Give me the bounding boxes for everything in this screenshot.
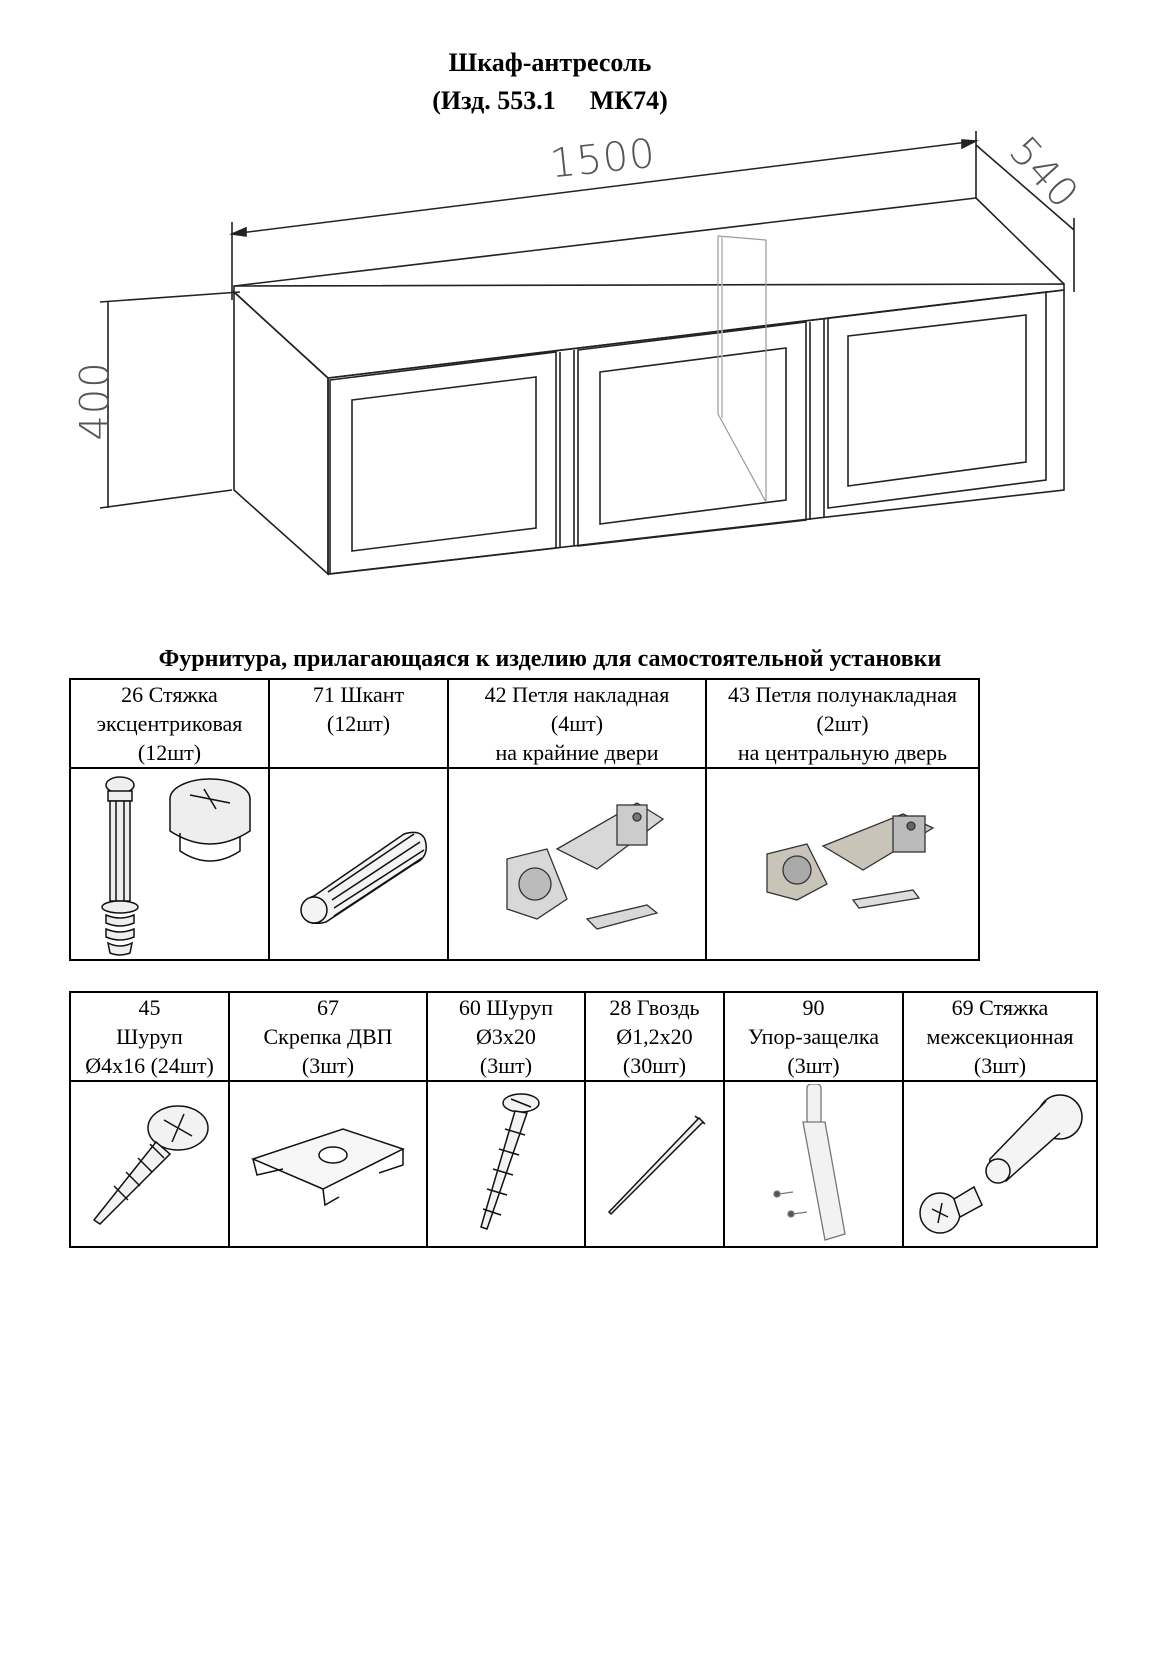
item-label: 67 — [317, 995, 339, 1020]
nail-icon — [585, 1081, 724, 1247]
table-cell — [724, 992, 903, 1081]
table-cell — [585, 992, 724, 1081]
item-label: 43 Петля полунакладная — [727, 682, 958, 707]
hardware-table-1 — [69, 678, 980, 961]
item-label: 26 Стяжка — [121, 682, 218, 707]
hardware-table-2 — [69, 991, 1098, 1248]
screw-icon — [70, 1081, 229, 1247]
item-label: 45 — [138, 995, 161, 1020]
item-label: (2шт) — [816, 711, 869, 736]
item-label: на крайние двери — [495, 740, 659, 765]
product-code: (Изд. 553.1 — [432, 86, 556, 115]
table-cell — [229, 992, 427, 1081]
item-label: межсекционная — [926, 1024, 1074, 1049]
item-label: (3шт) — [301, 1053, 355, 1078]
item-label: 69 Стяжка — [951, 995, 1049, 1020]
table-cell — [269, 679, 448, 768]
hardware-caption: Фурнитура, прилагающаяся к изделию для самостоятельной установки — [158, 646, 942, 672]
item-label: (3шт) — [479, 1053, 533, 1078]
table-cell — [448, 679, 706, 768]
small-screw-icon — [427, 1081, 585, 1247]
item-label: (12шт) — [326, 711, 391, 736]
item-label: 60 Шуруп — [458, 995, 554, 1020]
item-label: (12шт) — [137, 740, 202, 765]
item-label: Скрепка ДВП — [263, 1024, 393, 1049]
table-row — [70, 679, 979, 768]
item-label: 71 Шкант — [312, 682, 405, 707]
document-title: Шкаф-антресоль — [448, 48, 652, 77]
half-overlay-hinge-icon — [706, 768, 979, 960]
item-label: 90 — [802, 995, 825, 1020]
eccentric-coupler-icon — [70, 768, 269, 960]
cabinet-drawing — [0, 0, 1169, 620]
depth-dimension: 540 — [1000, 128, 1088, 218]
item-label: (4шт) — [550, 711, 604, 736]
item-label: Упор-защелка — [747, 1024, 879, 1049]
table-cell — [427, 992, 585, 1081]
width-dimension: 1500 — [547, 130, 658, 188]
overlay-hinge-icon — [448, 768, 706, 960]
sectional-connector-icon — [903, 1081, 1097, 1247]
table-cell — [903, 992, 1097, 1081]
dowel-icon — [269, 768, 448, 960]
item-label: (3шт) — [973, 1053, 1027, 1078]
height-dimension: 400 — [72, 361, 119, 441]
item-label: Ø1,2х20 — [616, 1024, 693, 1049]
table-cell — [70, 992, 229, 1081]
item-label: 42 Петля накладная — [484, 682, 670, 707]
item-label: Шуруп — [116, 1024, 183, 1049]
table-row — [70, 1081, 1097, 1247]
model-code: МК74) — [589, 86, 668, 115]
push-latch-icon — [724, 1081, 903, 1247]
table-cell — [706, 679, 979, 768]
item-label: 28 Гвоздь — [609, 995, 700, 1020]
fiberboard-clip-icon — [229, 1081, 427, 1247]
table-row — [70, 768, 979, 960]
table-cell — [70, 679, 269, 768]
item-label: (30шт) — [622, 1053, 687, 1078]
item-label: (3шт) — [787, 1053, 840, 1078]
item-label: эксцентриковая — [96, 711, 243, 736]
item-label: на центральную дверь — [737, 740, 948, 765]
item-label: Ø4х16 (24шт) — [85, 1053, 214, 1078]
item-label: Ø3х20 — [476, 1024, 536, 1049]
table-row — [70, 992, 1097, 1081]
